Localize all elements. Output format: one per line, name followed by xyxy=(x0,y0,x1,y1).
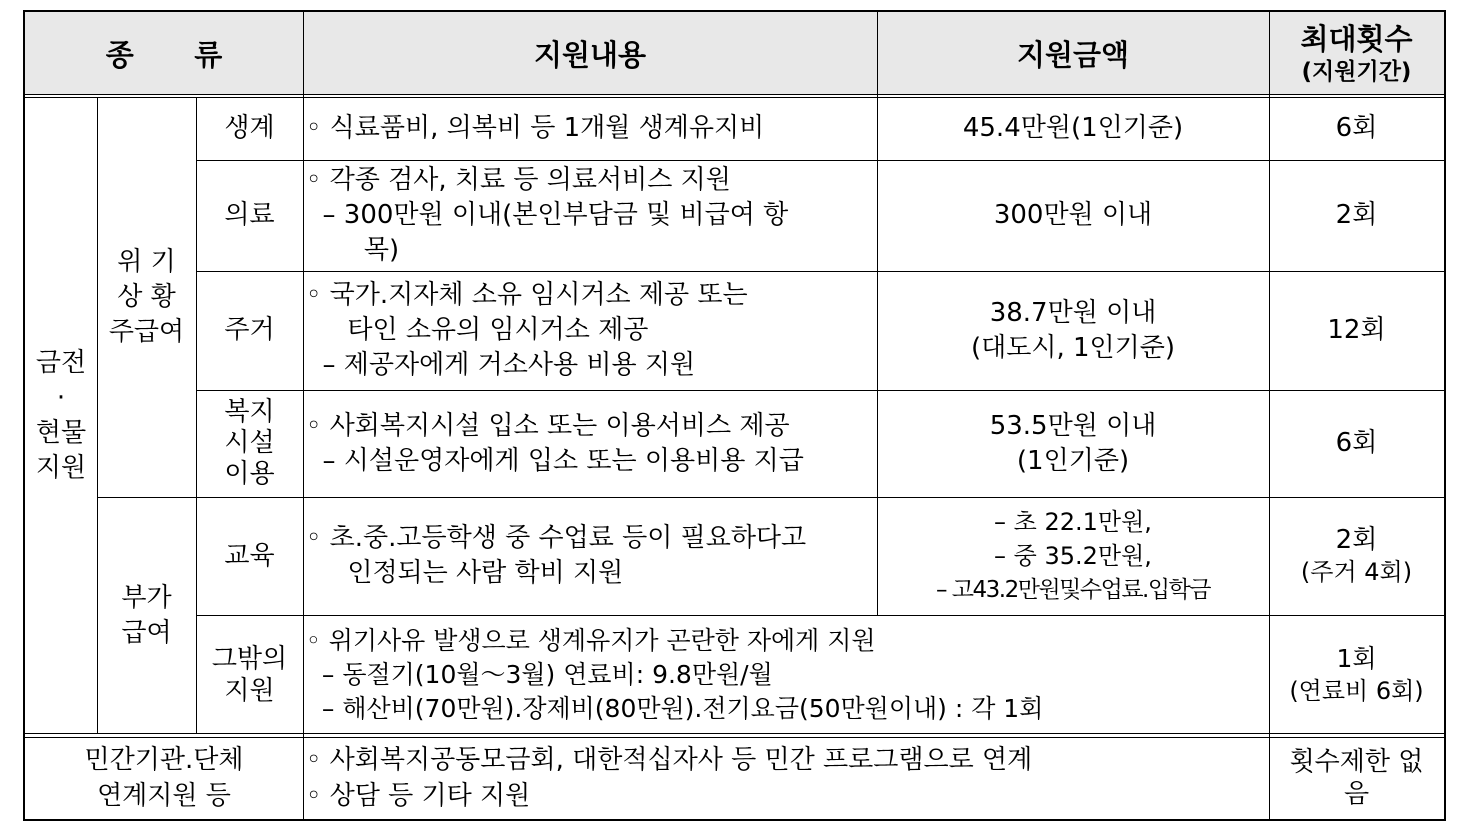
row-type-line: 주거 xyxy=(224,315,275,345)
header-max-count-label: 최대횟수 xyxy=(1300,21,1413,56)
row-type-line: 지원 xyxy=(224,676,275,706)
row-count-line: 음 xyxy=(1343,779,1370,809)
section-divider xyxy=(23,733,1446,734)
row-type-line: 의료 xyxy=(224,200,275,230)
row-amount-line: – 고43.2만원및수업료.입학금 xyxy=(935,577,1210,603)
column-divider xyxy=(303,10,304,821)
header-amount xyxy=(877,12,1269,95)
row-content xyxy=(303,160,877,271)
group-private xyxy=(25,737,303,819)
row-content-line: ◦ 초.중.고등학생 중 수업료 등이 필요하다고 xyxy=(306,523,807,553)
header-max-count-sub: (지원기간) xyxy=(1301,58,1412,85)
row-divider xyxy=(196,160,1446,161)
row-count xyxy=(1269,615,1444,735)
row-count-line: 횟수제한 없 xyxy=(1289,747,1424,777)
row-amount-line: (대도시, 1인기준) xyxy=(970,332,1176,363)
row-content-line: – 해산비(70만원).장제비(80만원).전기요금(50만원이내) : 각 1회 xyxy=(306,694,1044,723)
header-divider xyxy=(23,94,1446,95)
row-amount xyxy=(877,390,1269,497)
group-crisis xyxy=(97,97,196,497)
row-type xyxy=(196,615,303,735)
row-type xyxy=(196,497,303,615)
group-money-goods-line: 현물 xyxy=(35,418,87,448)
row-count-line: 2회 xyxy=(1335,525,1378,555)
header-category-label: 종 류 xyxy=(105,38,223,72)
row-amount-line: 300만원 이내 xyxy=(993,200,1153,230)
group-crisis-line: 상 황 xyxy=(117,281,176,312)
column-divider xyxy=(97,97,98,734)
row-content-line: ◦ 위기사유 발생으로 생계유지가 곤란한 자에게 지원 xyxy=(306,626,876,655)
row-content-line: – 제공자에게 거소사용 비용 지원 xyxy=(306,350,696,380)
row-content-line: ◦ 사회복지시설 입소 또는 이용서비스 제공 xyxy=(306,410,790,441)
header-max-count xyxy=(1269,12,1444,95)
row-type-line: 이용 xyxy=(224,459,275,489)
row-amount xyxy=(877,97,1269,160)
row-type-line: 교육 xyxy=(224,540,275,571)
row-count-line: 6회 xyxy=(1335,113,1378,143)
row-content-line: ◦ 사회복지공동모금회, 대한적십자사 등 민간 프로그램으로 연계 xyxy=(306,745,1033,775)
row-content-line: – 동절기(10월～3월) 연료비: 9.8만원/월 xyxy=(306,660,773,689)
row-divider xyxy=(196,271,1446,272)
header-divider xyxy=(23,97,1446,98)
row-count xyxy=(1269,97,1444,160)
table-border-top xyxy=(23,10,1446,12)
row-amount-line: (1인기준) xyxy=(1016,445,1130,476)
row-count-line: 12회 xyxy=(1327,315,1386,345)
row-count xyxy=(1269,390,1444,497)
row-type xyxy=(196,390,303,497)
group-money-goods xyxy=(25,97,97,735)
row-divider xyxy=(97,497,1446,498)
row-count xyxy=(1269,497,1444,615)
row-amount xyxy=(877,497,1269,615)
group-additional-line: 급여 xyxy=(121,618,172,648)
group-money-goods-line: 지원 xyxy=(35,453,87,483)
row-content xyxy=(303,390,877,497)
table-border-bottom xyxy=(23,819,1446,821)
row-count xyxy=(1269,737,1444,819)
row-content xyxy=(303,271,877,390)
section-divider xyxy=(23,737,1446,738)
row-type xyxy=(196,271,303,390)
row-content-line: 타인 소유의 임시거소 제공 xyxy=(306,315,649,345)
row-count-line: (연료비 6회) xyxy=(1289,677,1424,705)
header-content-label: 지원내용 xyxy=(533,38,647,72)
group-crisis-line: 위 기 xyxy=(117,246,176,277)
row-divider xyxy=(196,390,1446,391)
group-additional-line: 부가 xyxy=(121,583,172,613)
header-content xyxy=(303,12,877,95)
row-amount-line: – 중 35.2만원, xyxy=(994,542,1152,570)
group-private-line: 민간기관.단체 xyxy=(84,745,244,775)
row-amount-line: 38.7만원 이내 xyxy=(989,297,1157,328)
row-content-line: – 시설운영자에게 입소 또는 이용비용 지급 xyxy=(306,445,804,476)
row-content xyxy=(303,615,1269,735)
column-divider xyxy=(1269,10,1270,821)
row-amount xyxy=(877,160,1269,271)
row-count-line: 6회 xyxy=(1335,428,1378,458)
row-content-line: 목) xyxy=(306,235,400,265)
group-crisis-line: 주급여 xyxy=(108,316,185,347)
column-divider xyxy=(877,10,878,615)
row-divider xyxy=(196,615,1446,616)
row-type xyxy=(196,160,303,271)
row-type-line: 생계 xyxy=(224,113,275,143)
row-amount-line: 45.4만원(1인기준) xyxy=(962,113,1184,143)
row-count xyxy=(1269,271,1444,390)
row-content-line: ◦ 국가.지자체 소유 임시거소 제공 또는 xyxy=(306,280,748,310)
row-amount xyxy=(877,271,1269,390)
row-content xyxy=(303,737,1269,819)
group-additional xyxy=(97,497,196,735)
header-category xyxy=(25,12,303,95)
row-content xyxy=(303,497,877,615)
row-content-line: ◦ 식료품비, 의복비 등 1개월 생계유지비 xyxy=(306,113,765,143)
row-content-line: – 300만원 이내(본인부담금 및 비급여 항 xyxy=(306,200,789,230)
row-content xyxy=(303,97,877,160)
row-type-line: 시설 xyxy=(224,428,275,458)
row-content-line: ◦ 상담 등 기타 지원 xyxy=(306,781,531,811)
table-border-left xyxy=(23,10,25,821)
header-amount-label: 지원금액 xyxy=(1016,38,1130,72)
row-amount-line: 53.5만원 이내 xyxy=(989,410,1157,441)
row-content-line: ◦ 각종 검사, 치료 등 의료서비스 지원 xyxy=(306,165,731,195)
group-money-goods-line: · xyxy=(56,383,66,413)
row-count-line: 2회 xyxy=(1335,200,1378,230)
group-money-goods-line: 금전 xyxy=(35,348,87,378)
row-content-line: 인정되는 사람 학비 지원 xyxy=(306,558,624,588)
row-count xyxy=(1269,160,1444,271)
row-count-line: (주거 4회) xyxy=(1300,558,1413,586)
row-type xyxy=(196,97,303,160)
row-count-line: 1회 xyxy=(1336,644,1377,673)
column-divider xyxy=(196,97,197,734)
table-border-right xyxy=(1444,10,1446,821)
row-amount-line: – 초 22.1만원, xyxy=(994,508,1152,536)
row-type-line: 그밖의 xyxy=(211,644,288,674)
row-type-line: 복지 xyxy=(224,397,275,427)
group-private-line: 연계지원 등 xyxy=(97,781,231,811)
